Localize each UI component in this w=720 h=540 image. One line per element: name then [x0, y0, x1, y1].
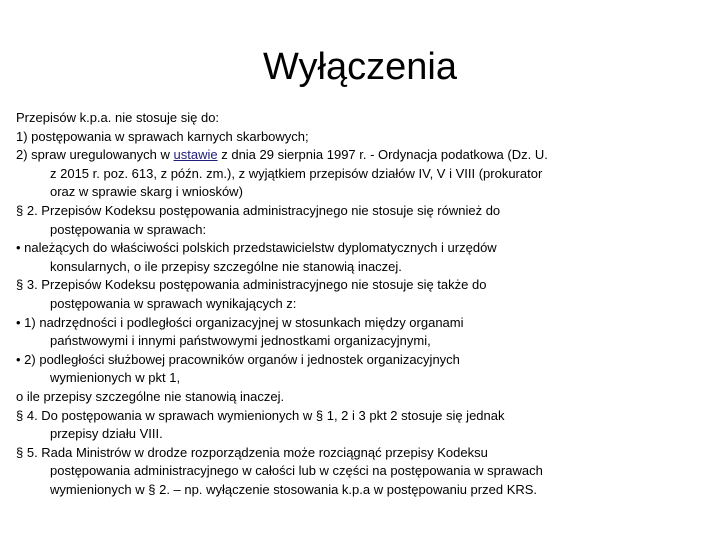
text-fragment: 2) spraw uregulowanych w	[16, 147, 174, 163]
text-line: postępowania w sprawach:	[50, 221, 207, 237]
text-line: postępowania administracyjnego w całości lub w części na postępowania w sprawach	[50, 463, 543, 479]
text-line: § 5. Rada Ministrów w drodze rozporządzenia może rozciągnąć przepisy Kodeksu	[16, 444, 488, 460]
text-line: § 4. Do postępowania w sprawach wymienionych w § 1, 2 i 3 pkt 2 stosuje się jednak	[16, 407, 505, 423]
bullet-line: • 2) podległości służbowej pracowników organów i jednostek organizacyjnych	[16, 351, 460, 367]
bullet-line: • 1) nadrzędności i podległości organizacyjnej w stosunkach między organami	[16, 314, 464, 330]
text-line: § 2. Przepisów Kodeksu postępowania administracyjnego nie stosuje się również do	[16, 202, 501, 218]
text-line: wymienionych w § 2. – np. wyłączenie stosowania k.p.a w postępowaniu przed KRS.	[50, 481, 538, 497]
ustawa-link[interactable]: ustawie	[173, 147, 218, 163]
text-line: państwowymi i innymi państwowymi jednostkami organizacyjnymi,	[50, 333, 431, 349]
text-line: § 3. Przepisów Kodeksu postępowania administracyjnego nie stosuje się także do	[16, 277, 487, 293]
text-line: konsularnych, o ile przepisy szczególne nie stanowią inaczej.	[50, 258, 402, 274]
bullet-line: • należących do właściwości polskich przedstawicielstw dyplomatycznych i urzędów	[16, 240, 497, 256]
text-line-with-link	[16, 147, 706, 163]
slide-body	[16, 110, 706, 500]
text-line: o ile przepisy szczególne nie stanowią inaczej.	[16, 388, 285, 404]
text-line: wymienionych w pkt 1,	[50, 370, 181, 386]
text-line: Przepisów k.p.a. nie stosuje się do:	[16, 110, 220, 125]
text-line: postępowania w sprawach wynikających z:	[50, 295, 297, 311]
text-line: 1) postępowania w sprawach karnych skarbowych;	[16, 128, 309, 144]
slide-title: Wyłączenia	[263, 46, 457, 88]
text-line: oraz w sprawie skarg i wniosków)	[50, 184, 243, 200]
text-line: z 2015 r. poz. 613, z późn. zm.), z wyjątkiem przepisów działów IV, V i VIII (prokurator	[50, 165, 543, 181]
text-line: przepisy działu VIII.	[50, 426, 163, 442]
text-fragment: z dnia 29 sierpnia 1997 r. - Ordynacja podatkowa (Dz. U.	[217, 147, 548, 163]
